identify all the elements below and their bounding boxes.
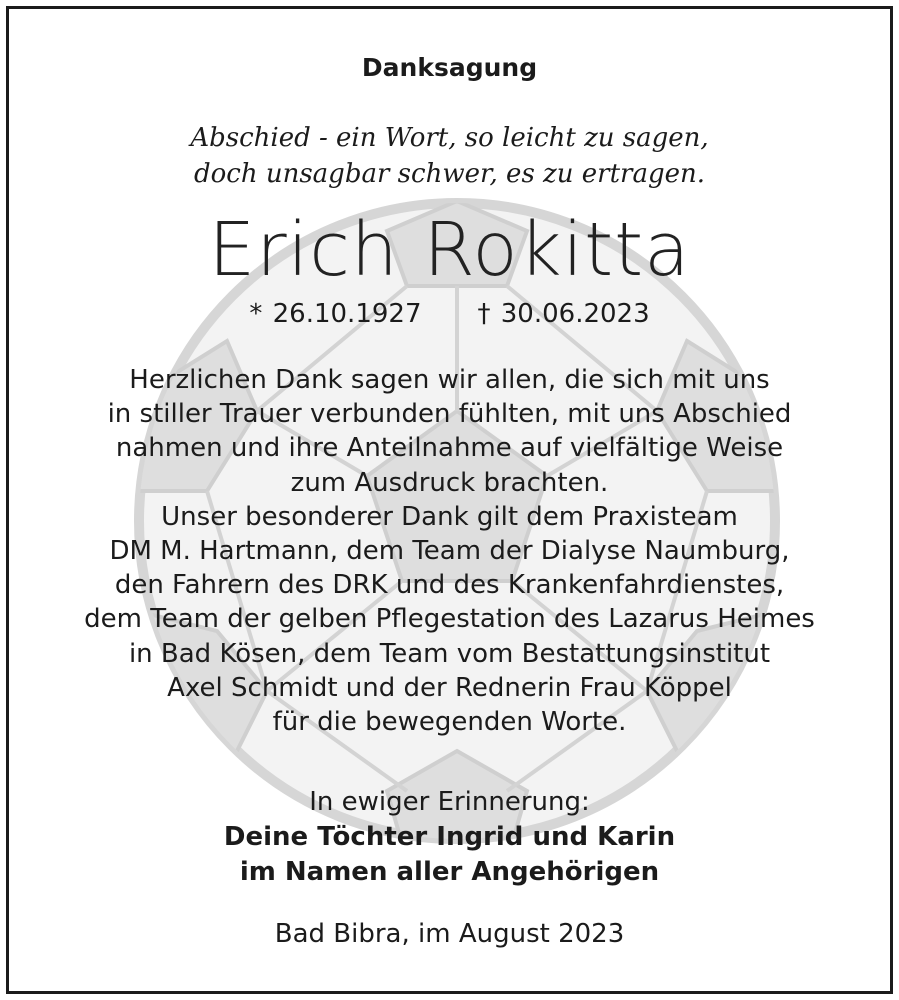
verse-line: doch unsagbar schwer, es zu ertragen.	[193, 159, 705, 189]
thanks-line: DM M. Hartmann, dem Team der Dialyse Naumburg,	[109, 536, 790, 567]
thanks-line: zum Ausdruck brachten.	[290, 467, 609, 498]
life-dates	[9, 299, 890, 329]
deceased-name: Erich Rokitta	[208, 207, 691, 293]
birth-date: * 26.10.1927	[249, 299, 422, 329]
verse-line: Abschied - ein Wort, so leicht zu sagen,	[190, 123, 709, 153]
notice-heading: Danksagung	[361, 53, 538, 82]
verse	[9, 120, 890, 192]
thanks-line: für die bewegenden Worte.	[272, 707, 627, 738]
signer-line: Deine Töchter Ingrid und Karin	[223, 822, 676, 852]
thanks-line: Unser besonderer Dank gilt dem Praxisteam	[161, 501, 738, 532]
thanks-line: in stiller Trauer verbunden fühlten, mit uns Abschied	[107, 399, 792, 430]
obituary-notice	[6, 6, 893, 994]
thanks-line: dem Team der gelben Pflegestation des Lazarus Heimes	[84, 604, 815, 635]
death-date: † 30.06.2023	[477, 299, 650, 329]
closing-block	[9, 785, 890, 890]
thanks-line: den Fahrern des DRK und des Krankenfahrdienstes,	[114, 570, 785, 601]
memory-intro: In ewiger Erinnerung:	[309, 787, 590, 817]
thanks-line: in Bad Kösen, dem Team vom Bestattungsinstitut	[128, 638, 771, 669]
thanks-text	[9, 363, 890, 739]
thanks-line: Axel Schmidt und der Rednerin Frau Köppel	[167, 672, 732, 703]
thanks-line: Herzlichen Dank sagen wir allen, die sich mit uns	[129, 365, 770, 395]
signer-line: im Namen aller Angehörigen	[239, 857, 660, 887]
thanks-line: nahmen und ihre Anteilnahme auf vielfältige Weise	[115, 433, 784, 464]
place-date: Bad Bibra, im August 2023	[274, 919, 625, 949]
